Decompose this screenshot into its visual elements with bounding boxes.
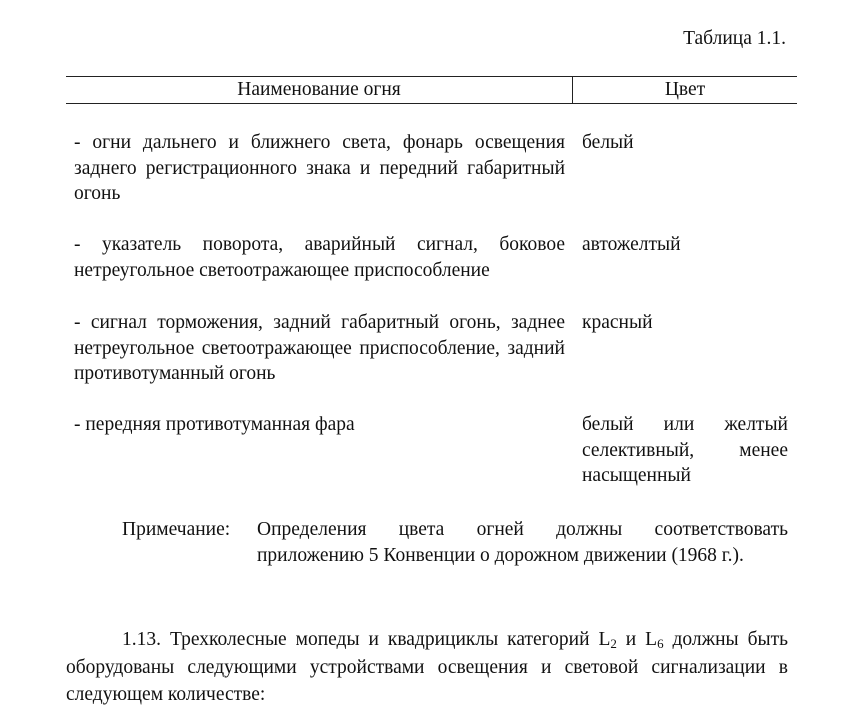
note-label: Примечание: <box>122 519 231 540</box>
light-name-cell: - передняя противотуманная фара <box>74 414 355 435</box>
light-color-cell: белый <box>582 132 634 153</box>
category-subscript-2: 6 <box>657 636 664 651</box>
light-name-cell: - указатель поворота, аварийный сигнал, боковое нетреугольное светоотражающее приспособление <box>74 234 565 281</box>
paragraph-text-part3: должны быть оборудованы следующими устройствами освещения и световой сигнализации в следующем количестве: <box>66 629 789 705</box>
light-color-cell: белый или желтый селективный, менее насыщенный <box>582 414 788 486</box>
header-color: Цвет <box>664 79 706 100</box>
light-color-cell: красный <box>582 312 653 333</box>
light-color-cell: автожелтый <box>582 234 681 255</box>
table-caption: Таблица 1.1. <box>683 28 786 49</box>
section-paragraph <box>66 626 788 709</box>
lights-color-table <box>66 76 797 486</box>
paragraph-text-part2: и L <box>616 629 658 650</box>
light-name-cell: - сигнал торможения, задний габаритный огонь, заднее нетреугольное светоотражающее приспособление, задний противотуманный огонь <box>74 312 565 384</box>
paragraph-text-part1: Трехколесные мопеды и квадрициклы категорий L <box>169 629 611 650</box>
header-light-name: Наименование огня <box>66 77 573 103</box>
light-name-cell: - огни дальнего и ближнего света, фонарь освещения заднего регистрационного знака и передний габаритный огонь <box>74 132 565 204</box>
category-subscript-1: 2 <box>610 636 617 651</box>
paragraph-number: 1.13. <box>122 629 161 650</box>
note-text: Определения цвета огней должны соответствовать приложению 5 Конвенции о дорожном движении (1968 г.). <box>257 519 788 566</box>
table-header-row <box>66 76 797 104</box>
